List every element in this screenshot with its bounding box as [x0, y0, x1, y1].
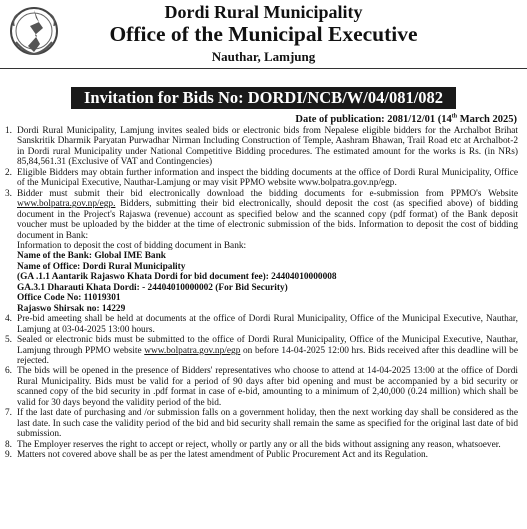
ppmo-link[interactable]: www.bolpatra.gov.np/egp — [144, 345, 241, 356]
list-item: 9. Matters not covered above shall be as per the latest amendment of Public Procurement Act and its Regulation. — [5, 450, 429, 461]
list-item: 4. Pre-bid ameeting shall be held at documents at the office of Dordi Rural Municipality, Office of the Municipal Executive, Nauthar, Lamjung at 03-04-2025 13:00 hours. — [5, 314, 518, 335]
address: Nauthar, Lamjung — [211, 49, 316, 64]
list-item: 3. Bidder must submit their bid electronically download the bidding documents for e-submission from PPMO's Website www.bolpatra.gov.np/egp. Bidders, submitting their bid electronically, should deposit the cost (as specified above) of bidding document in the Project's Rajaswa (revenue) account as specified below and the scanned copy (pdf format) of the Bank deposit voucher must be uploaded by the bidder at the time of electronic submission of the bids. Information to deposit the cost of bidding document in Bank: Information to deposit the cost of bidding document in Bank: Name of the Bank: Global IME Bank Name of Office: Dordi Rural Municipality (GA .1.1 Aantarik Rajaswo Khata Dordi for bid document fee): 24404010000008 GA.3.1 Dharauti Khata Dordi: - 24404010000002 (For Bid Security) Office Code No: 11019301 Rajaswo Shirsak no: 14229 — [5, 188, 518, 314]
office-name: Office of the Municipal Executive — [109, 22, 418, 46]
bank-name: Name of the Bank: Global IME Bank — [17, 251, 166, 262]
list-item: 6. The bids will be opened in the presence of Bidders' representatives who choose to attend at 14-04-2025 13:00 at the office of Dordi Rural Municipality. Bids must be valid for a period of 90 days after bid opening and must be accompanied by a bid security or scanned copy of the bid security in .pdf format in case of e-bid, amounting to a minimum of 2,40,000 (0.24 million) which shall be valid for 30 days beyond the validity period of the bid. — [5, 366, 518, 408]
list-item: 2. Eligible Bidders may obtain further information and inspect the bidding documents at the office of Dordi Rural Municipality, Office of the Municipal Executive, Nauthar-Lamjung or may visit PPMO website www.bolpatra.gov.np/egp. — [5, 167, 518, 189]
municipality-name: Dordi Rural Municipality — [164, 2, 363, 22]
list-item: 1. Dordi Rural Municipality, Lamjung invites sealed bids or electronic bids from Nepalese eligible bidders for the Archalbot Brihat Sanskritik Dharmik Paryatan Purwadhar Nirman Including Construction of Temple, Aashram Bhawan, Trail Road etc at Archalbot-2 in Dordi rural Municipality under National Competitive Bidding procedures. The estimated amount for the works is Rs. (in NRs) 85,84,561.31 (Exclusive of VAT and Contingencies) — [5, 126, 518, 168]
publication-date: Date of publication: 2081/12/01 (14th March 2025) — [295, 113, 517, 125]
list-item: 8. The Employer reserves the right to accept or reject, wholly or partly any or all the bids without assigning any reason, whatsoever. — [5, 439, 501, 450]
rajaswo-shirsak: Rajaswo Shirsak no: 14229 — [17, 303, 126, 314]
notice-body — [5, 126, 518, 461]
account-fee: (GA .1.1 Aantarik Rajaswo Khata Dordi for bid document fee): 24404010000008 — [17, 272, 337, 283]
bid-title-banner: Invitation for Bids No: DORDI/NCB/W/04/081/082 — [71, 87, 456, 109]
office-code: Office Code No: 11019301 — [17, 293, 121, 304]
account-security: GA.3.1 Dharauti Khata Dordi: - 24404010000002 (For Bid Security) — [17, 282, 288, 293]
office-name-field: Name of Office: Dordi Rural Municipality — [17, 261, 186, 272]
divider — [0, 68, 527, 69]
list-item: 7. If the last date of purchasing and /or submission falls on a government holiday, then the next working day shall be considered as the last date. In such case the validity period of the bid and bid security shall remain the same as specified for the original last date of bid submission. — [5, 408, 518, 440]
ppmo-link[interactable]: www.bolpatra.gov.np/egp. — [17, 199, 116, 210]
list-item: 5. Sealed or electronic bids must be submitted to the office of Dordi Rural Municipality, Office of the Municipal Executive, Nauthar, Lamjung through PPMO website www.bolpatra.gov.np/egp on before 14-04-2025 12:00 hrs. Bids received after this deadline will be rejected. — [5, 335, 518, 366]
